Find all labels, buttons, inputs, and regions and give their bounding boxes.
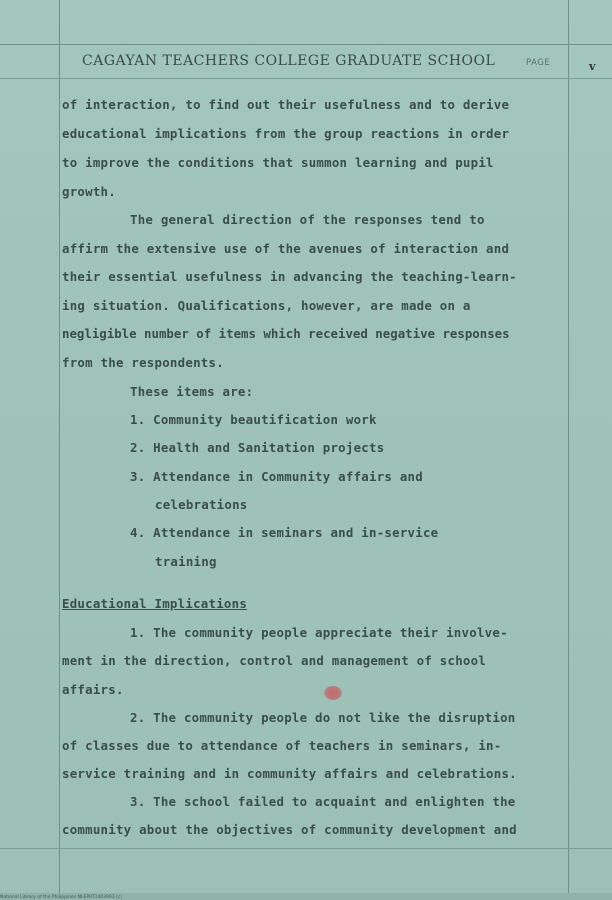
- section-heading: Educational Implications: [62, 596, 248, 611]
- body-line: The general direction of the responses tend to: [130, 212, 485, 227]
- list-item-continuation: celebrations: [155, 497, 248, 512]
- body-line: of classes due to attendance of teachers in seminars, in-: [62, 738, 502, 753]
- body-line: 3. The school failed to acquaint and enlighten the: [130, 794, 516, 809]
- body-line: ing situation. Qualifications, however, are made on a: [62, 298, 471, 313]
- list-item: 2. Health and Sanitation projects: [130, 440, 385, 455]
- body-line: their essential usefulness in advancing the teaching-learn-: [62, 269, 517, 284]
- archive-footer: National Library of the Philippines NLEPRT1403993 (c): [0, 895, 123, 900]
- body-line: service training and in community affairs and celebrations.: [62, 766, 517, 781]
- page-number: v: [589, 60, 596, 73]
- body-line: affirm the extensive use of the avenues of interaction and: [62, 241, 510, 256]
- school-header: CAGAYAN TEACHERS COLLEGE GRADUATE SCHOOL: [82, 53, 496, 69]
- body-line: from the respondents.: [62, 355, 224, 370]
- list-item: 4. Attendance in seminars and in-service: [130, 525, 439, 540]
- page-label: PAGE: [526, 58, 551, 68]
- list-item: 3. Attendance in Community affairs and: [130, 469, 423, 484]
- list-item-continuation: training: [155, 554, 217, 569]
- right-margin-rule: [568, 0, 569, 893]
- body-line: ment in the direction, control and management of school: [62, 653, 487, 668]
- body-line: negligible number of items which received negative responses: [62, 326, 510, 341]
- body-line: growth.: [62, 184, 116, 199]
- body-line: to improve the conditions that summon learning and pupil: [62, 155, 494, 170]
- body-line: educational implications from the group reactions in order: [62, 126, 510, 141]
- body-line: of interaction, to find out their usefulness and to derive: [62, 97, 510, 112]
- body-line: 2. The community people do not like the disruption: [130, 710, 516, 725]
- body-line: 1. The community people appreciate their involve-: [130, 625, 508, 640]
- body-line: These items are:: [130, 384, 254, 399]
- top-rule: [0, 44, 612, 45]
- list-item: 1. Community beautification work: [130, 412, 377, 427]
- header-rule: [0, 78, 612, 79]
- bottom-rule: [0, 848, 612, 849]
- body-line: affairs.: [62, 682, 124, 697]
- body-line: community about the objectives of community development and: [62, 822, 517, 837]
- left-margin-rule: [59, 0, 60, 893]
- ink-stain: [324, 686, 342, 700]
